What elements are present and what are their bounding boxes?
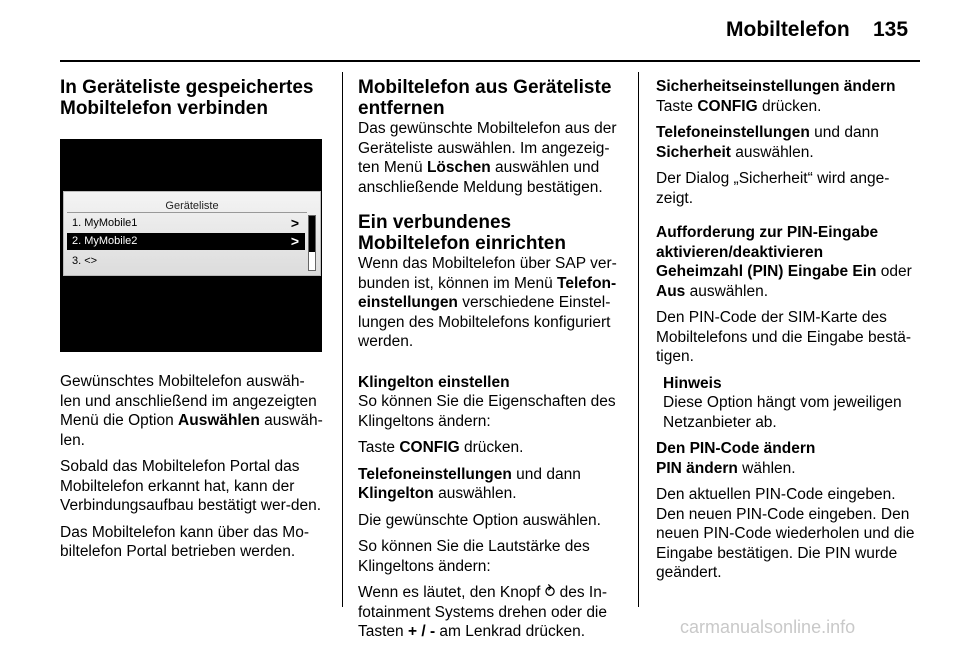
paragraph: Wenn das Mobiltelefon über SAP ver-bunden ist, können im Menü Telefon-einstellungen verschiedene Einstel-lungen des Mobiltelefons konfiguriert werden.: [358, 255, 617, 350]
paragraph: Gewünschtes Mobiltelefon auswäh-len und anschließend im angezeigten Menü die Option Auswählen auswäh-len.: [60, 373, 323, 449]
menu-term: Auswählen: [178, 412, 260, 429]
device-list-item-selected: [67, 233, 305, 250]
paragraph: Das gewünschte Mobiltelefon aus der Geräteliste auswählen. Im angezeig-ten Menü Löschen auswählen und anschließende Meldung bestätigen.: [358, 120, 617, 196]
paragraph: Sobald das Mobiltelefon Portal das Mobiltelefon erkannt hat, kann der Verbindungsaufbau bestätigt wer-den.: [60, 458, 322, 514]
note-box: [656, 374, 921, 433]
device-list-screen: [63, 191, 321, 276]
screen-divider: [67, 212, 307, 213]
paragraph: Telefoneinstellungen und dann Sicherheit auswählen.: [656, 124, 879, 161]
paragraph: PIN ändern wählen.: [656, 459, 796, 477]
section-heading-remove: Mobiltelefon aus Geräteliste entfernen: [358, 77, 612, 119]
header-rule: [60, 60, 920, 62]
button-term: + / -: [407, 623, 436, 640]
page-header-title: Mobiltelefon: [726, 18, 850, 41]
scrollbar-thumb: [309, 216, 315, 252]
subheading-ringtone: Klingelton einstellen: [358, 373, 510, 391]
paragraph: Den PIN-Code der SIM-Karte des Mobiltelefons und die Eingabe bestä-tigen.: [656, 309, 912, 365]
paragraph: Telefoneinstellungen und dann Klingelton auswählen.: [358, 465, 581, 502]
device-list-item: [67, 215, 305, 232]
paragraph: Geheimzahl (PIN) Eingabe Ein oder Aus auswählen.: [656, 263, 912, 300]
column-2: [358, 77, 624, 649]
menu-term: Aus: [656, 282, 686, 300]
chevron-right-icon: >: [290, 233, 299, 249]
menu-term: Telefoneinstellungen: [358, 465, 512, 483]
subheading-security: Sicherheitseinstellungen ändern: [656, 78, 896, 95]
knob-icon: ⥁: [544, 584, 556, 601]
device-list-scrollbar: [308, 215, 316, 271]
section-heading-connect: In Geräteliste gespeichertes Mobiltelefon verbinden: [60, 77, 314, 119]
subheading-change-pin: Den PIN-Code ändern: [656, 440, 816, 457]
column-1: [60, 77, 325, 569]
menu-term: Telefon-einstellungen: [358, 274, 617, 311]
column-divider-1: [342, 72, 343, 607]
menu-term: Sicherheit: [656, 143, 731, 161]
subheading-pin-prompt: Aufforderung zur PIN-Eingabe aktivieren/deaktivieren: [656, 224, 879, 261]
button-term: CONFIG: [697, 97, 758, 115]
paragraph: So können Sie die Lautstärke des Klingeltons ändern:: [358, 538, 590, 575]
button-term: CONFIG: [399, 439, 460, 456]
menu-term: Löschen: [426, 159, 491, 176]
device-list-item-label: 3. <>: [72, 255, 98, 267]
device-list-item-label: 2. MyMobile2: [72, 235, 138, 247]
paragraph: So können Sie die Eigenschaften des Klingeltons ändern:: [358, 393, 616, 430]
column-3: [656, 77, 921, 590]
section-heading-setup: Ein verbundenes Mobiltelefon einrichten: [358, 212, 566, 254]
device-list-item-label: 1. MyMobile1: [72, 217, 138, 229]
paragraph: Den aktuellen PIN-Code eingeben. Den neuen PIN-Code eingeben. Den neuen PIN-Code wiederholen und die Eingabe bestätigen. Die PIN wurde geändert.: [656, 486, 915, 581]
paragraph: Wenn es läutet, den Knopf ⥁ des In-fotainment Systems drehen oder die Tasten + / - am Lenkrad drücken.: [358, 584, 608, 640]
menu-term: Telefoneinstellungen: [656, 124, 810, 141]
menu-term: Klingelton: [358, 485, 434, 502]
paragraph: Taste CONFIG drücken.: [656, 97, 822, 115]
paragraph: Taste CONFIG drücken.: [358, 439, 524, 456]
column-divider-2: [638, 72, 639, 607]
paragraph: Das Mobiltelefon kann über das Mo-biltelefon Portal betrieben werden.: [60, 523, 309, 560]
device-list-item: [67, 253, 305, 270]
device-list-figure: [60, 139, 322, 352]
paragraph: Der Dialog „Sicherheit“ wird ange-zeigt.: [656, 170, 890, 207]
note-text: Diese Option hängt vom jeweiligen Netzanbieter ab.: [663, 394, 902, 431]
page-number: 135: [873, 18, 909, 41]
chevron-right-icon: >: [290, 215, 299, 231]
device-list-title: Geräteliste: [165, 200, 219, 212]
menu-term: PIN ändern: [656, 459, 738, 477]
menu-term: Geheimzahl (PIN) Eingabe Ein: [656, 263, 877, 280]
note-title: Hinweis: [663, 374, 722, 392]
paragraph: Die gewünschte Option auswählen.: [358, 511, 601, 529]
watermark: carmanualsonline.info: [680, 617, 856, 637]
